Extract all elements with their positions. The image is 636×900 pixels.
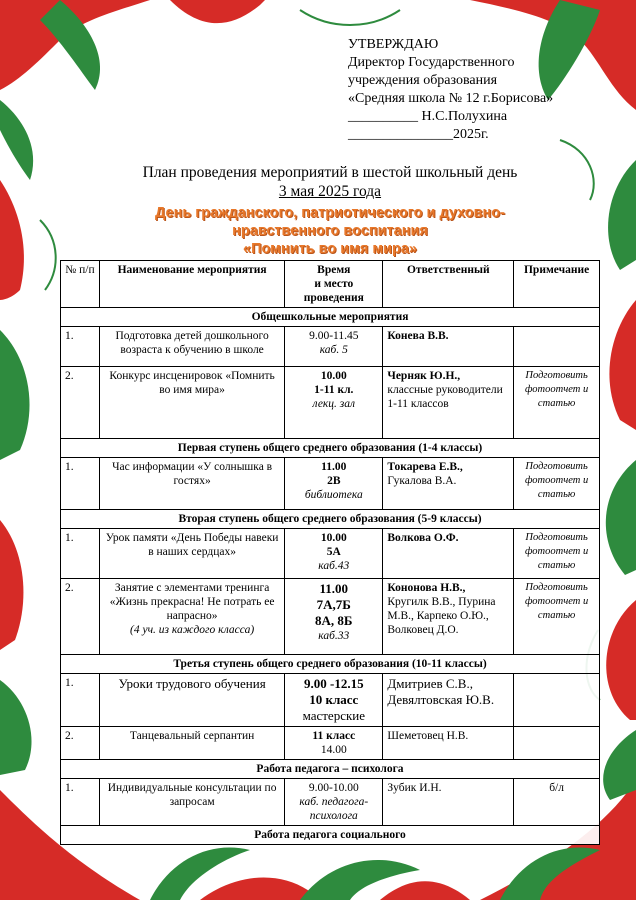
section-title: Общешкольные мероприятия [61, 308, 600, 327]
approval-heading: УТВЕРЖДАЮ [348, 37, 439, 52]
row-responsible: Зубик И.Н. [383, 779, 514, 826]
row-note [514, 327, 600, 367]
row-responsible: Дмитриев С.В., Девялтовская Ю.В. [383, 674, 514, 727]
header-name: Наименование мероприятия [99, 261, 284, 308]
row-name-note: (4 уч. из каждого класса) [130, 624, 255, 636]
table-row [61, 674, 600, 727]
row-time-value: 11.00 [321, 461, 347, 473]
section-row [61, 826, 600, 845]
row-note: Подготовить фотоотчет и статью [514, 579, 600, 655]
row-time [285, 458, 383, 510]
section-row [61, 760, 600, 779]
row-group: 8А, 8Б [315, 613, 353, 628]
table-row [61, 779, 600, 826]
row-note: Подготовить фотоотчет и статью [514, 367, 600, 439]
row-time-value: 9.00-11.45 [309, 330, 359, 342]
section-title: Вторая ступень общего среднего образования (5-9 классы) [61, 510, 600, 529]
row-time-value: 9.00 -12.15 [304, 676, 364, 691]
row-responsible [383, 579, 514, 655]
row-time-value: 9.00-10.00 [308, 782, 359, 794]
row-time [285, 779, 383, 826]
approval-line: Директор Государственного [348, 55, 515, 70]
section-row [61, 510, 600, 529]
row-name: Танцевальный серпантин [99, 727, 284, 760]
row-name: Уроки трудового обучения [99, 674, 284, 727]
row-responsible-main: Черняк Ю.Н., [387, 370, 461, 382]
row-num: 1. [61, 779, 100, 826]
row-note [514, 727, 600, 760]
row-note: Подготовить фотоотчет и статью [514, 458, 600, 510]
approval-line: учреждения образования [348, 73, 498, 88]
row-name-text: Занятие с элементами тренинга «Жизнь прекрасна! Не потрать ее напрасно» [109, 582, 275, 622]
row-place: каб.33 [318, 630, 350, 642]
row-time-value: 11.00 [319, 581, 349, 596]
row-time-value: 10.00 [320, 532, 347, 544]
row-responsible [383, 529, 514, 579]
table-header-row [61, 261, 600, 308]
row-responsible [383, 458, 514, 510]
row-note [514, 674, 600, 727]
section-title: Первая ступень общего среднего образования (1-4 классы) [61, 439, 600, 458]
table-row [61, 579, 600, 655]
row-responsible: Шеметовец Н.В. [383, 727, 514, 760]
row-group: 2В [327, 475, 341, 487]
table-row [61, 727, 600, 760]
row-responsible-main: Кононова Н.В., [387, 582, 466, 594]
events-table [60, 260, 600, 845]
row-name: Час информации «У солнышка в гостях» [99, 458, 284, 510]
row-name: Подготовка детей дошкольного возраста к обучению в школе [99, 327, 284, 367]
row-place: библиотека [304, 489, 363, 501]
row-time-value: 10.00 [320, 370, 347, 382]
table-row [61, 458, 600, 510]
header-time-line: и место [314, 278, 354, 290]
header-time-line: проведения [303, 292, 364, 304]
header-responsible: Ответственный [383, 261, 514, 308]
header-note: Примечание [514, 261, 600, 308]
row-place: лекц. зал [312, 398, 356, 410]
approval-date: _______________2025г. [348, 127, 489, 142]
row-num: 1. [61, 327, 100, 367]
row-name: Индивидуальные консультации по запросам [99, 779, 284, 826]
row-time [285, 327, 383, 367]
row-note: б/л [514, 779, 600, 826]
row-responsible-other: классные руководители 1-11 классов [387, 384, 503, 410]
row-num: 1. [61, 458, 100, 510]
theme-line: День гражданского, патриотического и духовно- [155, 205, 505, 221]
theme-line: нравственного воспитания [232, 223, 428, 239]
row-responsible-main: Конева В.В. [387, 330, 449, 342]
plan-date [60, 183, 600, 201]
table-row [61, 367, 600, 439]
row-group: 1-11 кл. [314, 384, 354, 396]
row-responsible-other: Гукалова В.А. [387, 475, 457, 487]
row-place: 14.00 [320, 744, 347, 756]
row-name [99, 579, 284, 655]
row-name: Урок памяти «День Победы навеки в наших сердцах» [99, 529, 284, 579]
approval-block [348, 36, 600, 144]
row-responsible-other: Кругилк В.В., Пурина М.В., Карпеко О.Ю., Волковец Д.О. [387, 596, 496, 636]
row-responsible-main: Волкова О.Ф. [387, 532, 459, 544]
row-num: 2. [61, 727, 100, 760]
row-group: 5А [326, 546, 341, 558]
row-group: 7А,7Б [316, 597, 351, 612]
row-place: каб.43 [318, 560, 350, 572]
approval-signature: __________ Н.С.Полухина [348, 109, 508, 124]
row-group: 10 класс [309, 692, 359, 707]
row-time-value: 11 класс [312, 730, 356, 742]
section-row [61, 655, 600, 674]
table-row [61, 529, 600, 579]
row-note: Подготовить фотоотчет и статью [514, 529, 600, 579]
section-title: Работа педагога социального [61, 826, 600, 845]
row-time [285, 579, 383, 655]
row-place: каб. педагога-психолога [299, 796, 369, 822]
row-place: мастерские [302, 708, 366, 723]
section-row [61, 308, 600, 327]
theme-heading [60, 204, 600, 258]
approval-line: «Средняя школа № 12 г.Борисова» [348, 91, 554, 106]
section-title: Работа педагога – психолога [61, 760, 600, 779]
row-place: каб. 5 [319, 344, 348, 356]
header-num: № п/п [61, 261, 100, 308]
header-time [285, 261, 383, 308]
section-row [61, 439, 600, 458]
row-responsible-main: Токарева Е.В., [387, 461, 463, 473]
header-time-line: Время [317, 264, 351, 276]
row-responsible [383, 367, 514, 439]
row-num: 2. [61, 367, 100, 439]
theme-line: «Помнить во имя мира» [243, 241, 417, 257]
row-num: 1. [61, 674, 100, 727]
section-title: Третья ступень общего среднего образования (10-11 классы) [61, 655, 600, 674]
plan-date-text: 3 мая 2025 года [278, 183, 382, 200]
table-row [61, 327, 600, 367]
row-time [285, 367, 383, 439]
row-time [285, 727, 383, 760]
row-name: Конкурс инсценировок «Помнить во имя мира» [99, 367, 284, 439]
row-time [285, 674, 383, 727]
row-num: 2. [61, 579, 100, 655]
plan-title: План проведения мероприятий в шестой школьный день [142, 164, 518, 181]
row-time [285, 529, 383, 579]
row-responsible [383, 327, 514, 367]
row-num: 1. [61, 529, 100, 579]
